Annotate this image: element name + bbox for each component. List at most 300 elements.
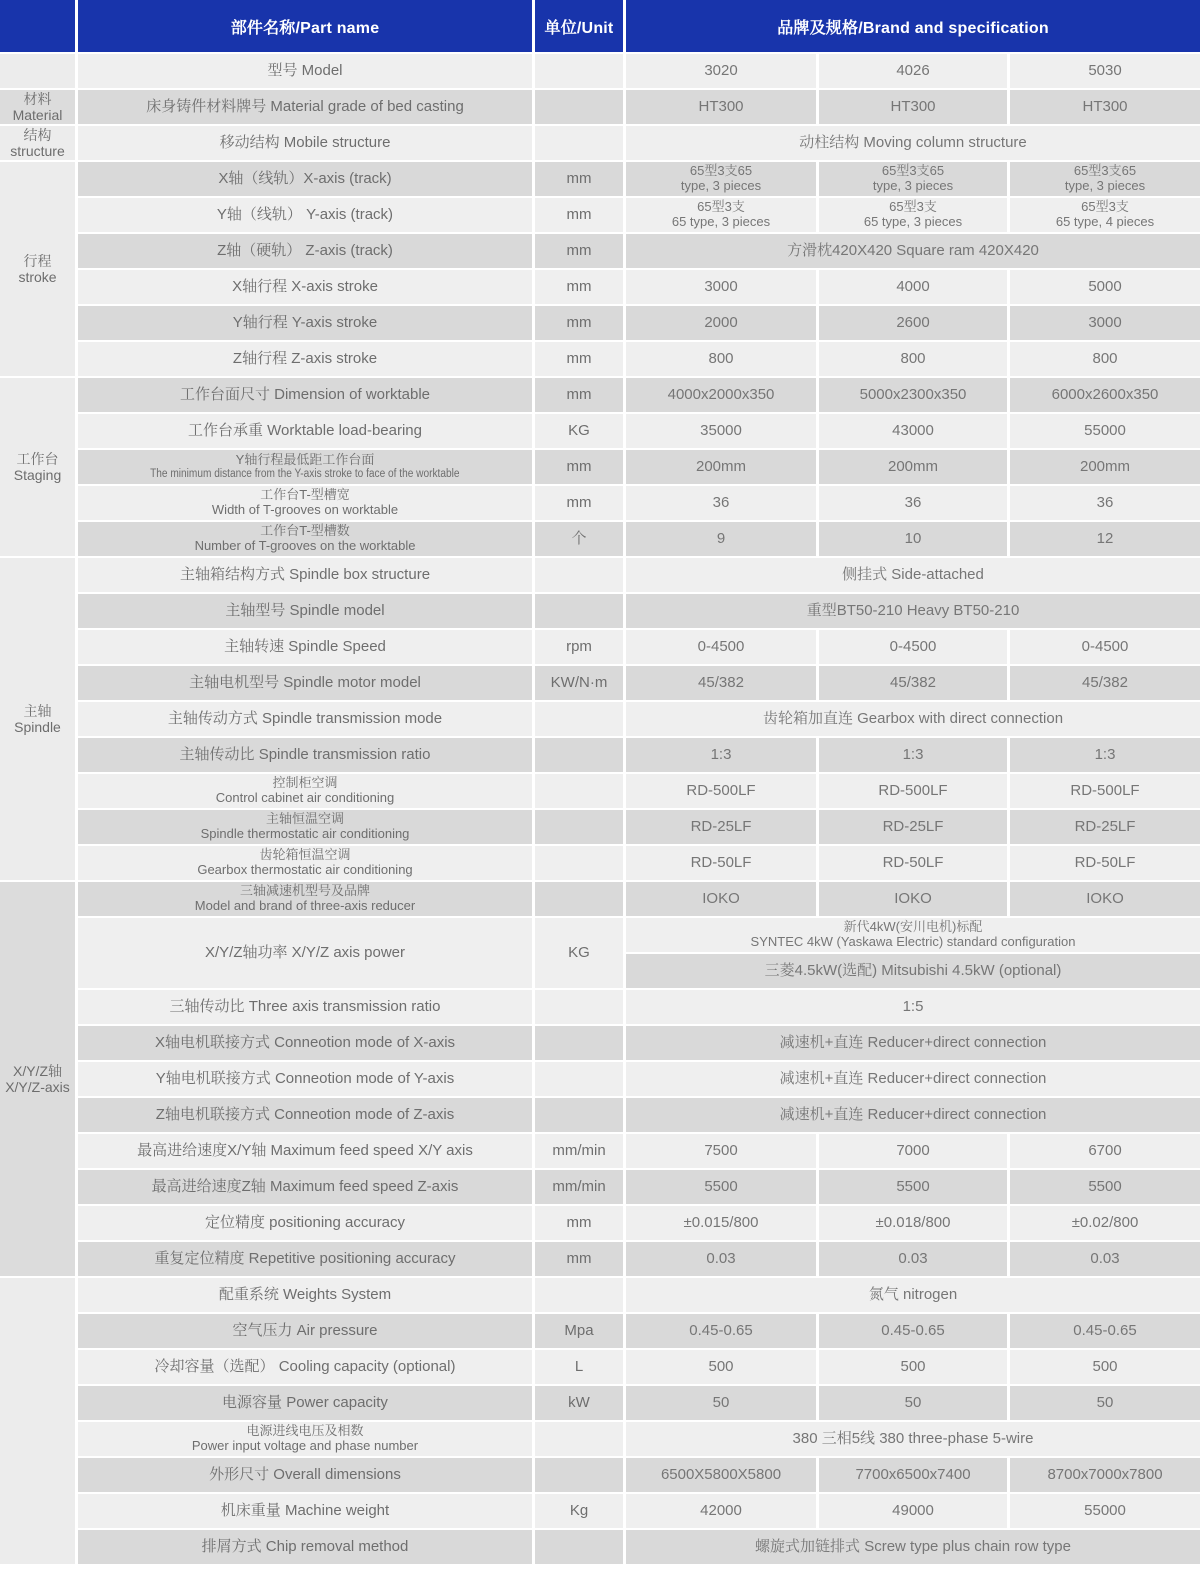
table-row-name — [78, 918, 532, 988]
unit-cell — [535, 918, 623, 988]
part-name-text: Z轴电机联接方式 Conneotion mode of Z-axis — [155, 1106, 455, 1124]
value-cell — [819, 1494, 1007, 1528]
value-cell — [819, 666, 1007, 700]
value-text: 36 — [712, 494, 730, 512]
unit-cell — [535, 126, 623, 160]
unit-cell — [535, 1026, 623, 1060]
value-text: RD-25LF — [1074, 818, 1136, 836]
value-cell — [626, 666, 816, 700]
value-cell — [626, 1206, 816, 1240]
part-name-text: 最高进给速度Z轴 Maximum feed speed Z-axis — [151, 1178, 459, 1196]
value-text: 螺旋式加链排式 Screw type plus chain row type — [755, 1538, 1071, 1556]
value-text: type, 3 pieces — [680, 178, 762, 193]
value-cell — [819, 54, 1007, 88]
value-text: 42000 — [700, 1502, 742, 1520]
unit-text: Kg — [569, 1502, 589, 1520]
table-row-name — [78, 450, 532, 484]
unit-cell — [535, 990, 623, 1024]
value-cell — [626, 1242, 816, 1276]
value-text: 9 — [716, 530, 726, 548]
value-text: 65型3支 — [1081, 199, 1129, 215]
value-cell — [819, 342, 1007, 376]
value-cell — [1010, 378, 1200, 412]
value-text: 4000 — [896, 278, 930, 296]
value-text: 3000 — [1088, 314, 1122, 332]
value-span-cell — [626, 918, 1200, 952]
part-name-text: 定位精度 positioning accuracy — [204, 1214, 406, 1232]
part-name-text: 电源容量 Power capacity — [222, 1394, 388, 1412]
value-cell — [626, 450, 816, 484]
table-row-name — [78, 594, 532, 628]
value-cell — [819, 306, 1007, 340]
part-name-text: 主轴型号 Spindle model — [225, 602, 385, 620]
header-cell-part-name — [78, 0, 532, 52]
value-text: 200mm — [887, 458, 939, 476]
table-row-name — [78, 198, 532, 232]
part-name-text: 移动结构 Mobile structure — [219, 134, 391, 152]
value-cell — [819, 414, 1007, 448]
part-name-text: 空气压力 Air pressure — [232, 1322, 378, 1340]
value-cell — [1010, 306, 1200, 340]
table-row-name — [78, 1026, 532, 1060]
value-text: 8700x7000x7800 — [1047, 1466, 1163, 1484]
value-cell — [1010, 1242, 1200, 1276]
unit-text: mm — [566, 458, 592, 476]
value-cell — [819, 378, 1007, 412]
table-row-name — [78, 522, 532, 556]
table-row-name — [78, 1386, 532, 1420]
value-span-cell — [626, 1026, 1200, 1060]
value-cell — [626, 810, 816, 844]
table-row-name — [78, 666, 532, 700]
part-name-text: 最高进给速度X/Y轴 Maximum feed speed X/Y axis — [137, 1142, 473, 1160]
value-text: 5500 — [896, 1178, 930, 1196]
table-row-name — [78, 1098, 532, 1132]
table-row-name — [78, 702, 532, 736]
value-cell — [1010, 342, 1200, 376]
value-text: 500 — [1092, 1358, 1118, 1376]
unit-text: KG — [568, 944, 590, 962]
value-cell — [626, 414, 816, 448]
table-row-name — [78, 162, 532, 196]
part-name-text: 工作台面尺寸 Dimension of worktable — [179, 386, 431, 404]
value-cell — [626, 882, 816, 916]
value-cell — [819, 810, 1007, 844]
value-cell — [1010, 54, 1200, 88]
value-cell — [1010, 270, 1200, 304]
table-row-name — [78, 774, 532, 808]
value-cell — [1010, 90, 1200, 124]
value-cell — [819, 522, 1007, 556]
value-text: 3020 — [704, 62, 738, 80]
table-row-name — [78, 1494, 532, 1528]
unit-cell — [535, 54, 623, 88]
value-cell — [626, 1134, 816, 1168]
unit-text: L — [574, 1358, 584, 1376]
value-text: 减速机+直连 Reducer+direct connection — [779, 1034, 1047, 1052]
value-text: 65型3支 — [889, 199, 937, 215]
value-text: RD-500LF — [686, 782, 756, 800]
header-cell-brand — [626, 0, 1200, 52]
table-row-name — [78, 1458, 532, 1492]
value-text: 200mm — [695, 458, 747, 476]
unit-cell — [535, 1170, 623, 1204]
unit-text: mm — [566, 1214, 592, 1232]
value-text: 500 — [708, 1358, 734, 1376]
value-span-cell — [626, 1098, 1200, 1132]
sidebar-group-label: structure — [10, 143, 65, 159]
sidebar-group-label: X/Y/Z-axis — [5, 1079, 70, 1095]
value-text: 380 三相5线 380 three-phase 5-wire — [792, 1430, 1034, 1448]
part-name-text: 电源进线电压及相数 — [246, 1423, 364, 1439]
table-row-name — [78, 270, 532, 304]
value-text: 35000 — [700, 422, 742, 440]
part-name-text: Y轴（线轨） Y-axis (track) — [216, 206, 394, 224]
value-text: HT300 — [698, 98, 744, 116]
value-text: 方滑枕420X420 Square ram 420X420 — [787, 242, 1039, 260]
value-text: 5000x2300x350 — [859, 386, 967, 404]
unit-text: 个 — [571, 530, 587, 548]
unit-cell — [535, 198, 623, 232]
value-text: 0.03 — [706, 1250, 736, 1268]
value-text: 55000 — [1084, 422, 1126, 440]
value-text: 4026 — [896, 62, 930, 80]
value-text: 12 — [1096, 530, 1114, 548]
value-cell — [1010, 162, 1200, 196]
value-cell — [1010, 774, 1200, 808]
value-cell — [626, 198, 816, 232]
value-text: 1:3 — [710, 746, 732, 764]
value-text: 0.03 — [1090, 1250, 1120, 1268]
table-row-name — [78, 1206, 532, 1240]
sidebar-group-label: Staging — [13, 467, 62, 483]
value-text: 65型3支65 — [881, 163, 945, 179]
part-name-text: Width of T-grooves on worktable — [211, 502, 399, 517]
value-span-cell — [626, 702, 1200, 736]
unit-text: mm — [566, 206, 592, 224]
value-cell — [626, 162, 816, 196]
value-text: 800 — [1092, 350, 1118, 368]
table-row-name — [78, 1530, 532, 1564]
table-row-name — [78, 846, 532, 880]
unit-cell — [535, 342, 623, 376]
value-text: 50 — [904, 1394, 922, 1412]
value-text: 65型3支65 — [1073, 163, 1137, 179]
value-cell — [819, 774, 1007, 808]
value-cell — [626, 1350, 816, 1384]
unit-cell — [535, 594, 623, 628]
part-name-text: 三轴减速机型号及品牌 — [239, 883, 370, 899]
value-cell — [626, 306, 816, 340]
value-cell — [626, 1458, 816, 1492]
unit-text: mm — [566, 314, 592, 332]
part-name-text: 外形尺寸 Overall dimensions — [209, 1466, 401, 1484]
value-text: 三菱4.5kW(选配) Mitsubishi 4.5kW (optional) — [764, 962, 1062, 980]
value-text: 65 type, 4 pieces — [1055, 214, 1155, 229]
unit-cell — [535, 90, 623, 124]
value-text: 减速机+直连 Reducer+direct connection — [779, 1106, 1047, 1124]
value-cell — [1010, 414, 1200, 448]
value-cell — [626, 54, 816, 88]
value-text: type, 3 pieces — [872, 178, 954, 193]
value-text: 动柱结构 Moving column structure — [799, 134, 1027, 152]
value-cell — [626, 522, 816, 556]
part-name-text: 主轴箱结构方式 Spindle box structure — [179, 566, 431, 584]
value-cell — [1010, 522, 1200, 556]
unit-cell — [535, 810, 623, 844]
value-span-cell — [626, 594, 1200, 628]
value-text: 0.45-0.65 — [689, 1322, 753, 1340]
value-text: 侧挂式 Side-attached — [842, 566, 984, 584]
unit-cell — [535, 162, 623, 196]
unit-cell — [535, 558, 623, 592]
table-row-name — [78, 1242, 532, 1276]
part-name-text: 主轴转速 Spindle Speed — [224, 638, 386, 656]
table-row-name — [78, 1422, 532, 1456]
unit-text: mm — [566, 350, 592, 368]
value-cell — [626, 774, 816, 808]
value-text: 6000x2600x350 — [1051, 386, 1159, 404]
header-cell-corner — [0, 0, 75, 52]
value-text: 6700 — [1088, 1142, 1122, 1160]
value-text: 氮气 nitrogen — [868, 1286, 958, 1304]
unit-cell — [535, 1530, 623, 1564]
value-cell — [1010, 486, 1200, 520]
value-text: 50 — [1096, 1394, 1114, 1412]
value-span-cell — [626, 234, 1200, 268]
unit-text: mm — [566, 242, 592, 260]
unit-cell — [535, 702, 623, 736]
table-row-name — [78, 1314, 532, 1348]
sidebar-group-label: 材料 — [23, 90, 52, 107]
table-row-name — [78, 414, 532, 448]
table-row-name — [78, 378, 532, 412]
value-cell — [1010, 1458, 1200, 1492]
table-row-name — [78, 630, 532, 664]
sidebar-group-label: stroke — [18, 269, 57, 285]
value-text: RD-25LF — [690, 818, 752, 836]
value-cell — [819, 1242, 1007, 1276]
value-text: 2600 — [896, 314, 930, 332]
value-text: RD-50LF — [1074, 854, 1136, 872]
unit-text: kW — [568, 1394, 590, 1412]
value-text: RD-25LF — [882, 818, 944, 836]
value-cell — [1010, 882, 1200, 916]
value-text: 0-4500 — [697, 638, 745, 656]
unit-cell — [535, 738, 623, 772]
unit-cell — [535, 1314, 623, 1348]
value-cell — [819, 738, 1007, 772]
part-name-text: Y轴电机联接方式 Conneotion mode of Y-axis — [155, 1070, 455, 1088]
unit-cell — [535, 378, 623, 412]
part-name-text: X轴电机联接方式 Conneotion mode of X-axis — [154, 1034, 456, 1052]
value-cell — [626, 486, 816, 520]
value-cell — [819, 1350, 1007, 1384]
value-cell — [819, 90, 1007, 124]
value-text: 200mm — [1079, 458, 1131, 476]
value-cell — [1010, 198, 1200, 232]
part-name-text: X/Y/Z轴功率 X/Y/Z axis power — [204, 944, 406, 962]
table-row-name — [78, 738, 532, 772]
value-text: RD-50LF — [882, 854, 944, 872]
value-text: 0-4500 — [889, 638, 937, 656]
part-name-text: 工作台T-型槽宽 — [260, 487, 350, 503]
value-text: HT300 — [890, 98, 936, 116]
table-row-name — [78, 306, 532, 340]
value-text: 4000x2000x350 — [667, 386, 775, 404]
table-row-name — [78, 126, 532, 160]
value-cell — [626, 846, 816, 880]
unit-text: mm — [566, 1250, 592, 1268]
value-cell — [1010, 810, 1200, 844]
value-span-cell — [626, 1530, 1200, 1564]
value-text: IOKO — [1086, 890, 1124, 908]
sidebar-group-cell — [0, 378, 75, 556]
value-text: 0-4500 — [1081, 638, 1129, 656]
value-cell — [819, 162, 1007, 196]
unit-cell — [535, 1422, 623, 1456]
value-text: ±0.015/800 — [683, 1214, 759, 1232]
value-cell — [626, 1386, 816, 1420]
unit-cell — [535, 882, 623, 916]
table-row-name — [78, 1170, 532, 1204]
value-text: 7700x6500x7400 — [855, 1466, 971, 1484]
value-text: ±0.018/800 — [875, 1214, 951, 1232]
unit-text: mm — [566, 386, 592, 404]
sidebar-group-cell — [0, 162, 75, 376]
unit-cell — [535, 522, 623, 556]
value-text: 45/382 — [890, 674, 936, 692]
value-text: IOKO — [702, 890, 740, 908]
unit-cell — [535, 1098, 623, 1132]
table-row-name — [78, 234, 532, 268]
part-name-text: Z轴行程 Z-axis stroke — [232, 350, 378, 368]
value-cell — [1010, 1314, 1200, 1348]
value-text: 45/382 — [1082, 674, 1128, 692]
value-span-cell — [626, 1422, 1200, 1456]
value-cell — [819, 270, 1007, 304]
value-cell — [819, 450, 1007, 484]
sidebar-group-label: 主轴 — [23, 702, 52, 719]
value-span-cell — [626, 1278, 1200, 1312]
value-text: SYNTEC 4kW (Yaskawa Electric) standard configuration — [750, 934, 1076, 949]
part-name-text: 重复定位精度 Repetitive positioning accuracy — [154, 1250, 456, 1268]
value-text: 齿轮箱加直连 Gearbox with direct connection — [762, 710, 1064, 728]
value-text: 1:3 — [902, 746, 924, 764]
value-text: 0.45-0.65 — [1073, 1322, 1137, 1340]
table-row-name — [78, 486, 532, 520]
value-cell — [626, 1314, 816, 1348]
part-name-text: 控制柜空调 — [272, 775, 338, 791]
table-row-name — [78, 990, 532, 1024]
value-text: 36 — [1096, 494, 1114, 512]
value-cell — [626, 342, 816, 376]
value-span-cell — [626, 990, 1200, 1024]
sidebar-group-label: X/Y/Z轴 — [12, 1062, 62, 1079]
value-text: ±0.02/800 — [1071, 1214, 1139, 1232]
unit-text: mm/min — [552, 1178, 606, 1196]
value-text: 5500 — [704, 1178, 738, 1196]
value-text: 5500 — [1088, 1178, 1122, 1196]
value-text: 7500 — [704, 1142, 738, 1160]
value-text: 43000 — [892, 422, 934, 440]
table-row-name — [78, 558, 532, 592]
value-text: HT300 — [1082, 98, 1128, 116]
part-name-text: Gearbox thermostatic air conditioning — [197, 862, 413, 877]
part-name-text: The minimum distance from the Y-axis stroke to face of the worktable — [150, 467, 460, 480]
value-cell — [1010, 1134, 1200, 1168]
unit-text: mm/min — [552, 1142, 606, 1160]
sidebar-group-label: 结构 — [23, 126, 52, 143]
header-part-name-label: 部件名称/Part name — [230, 19, 380, 37]
unit-text: KG — [568, 422, 590, 440]
value-cell — [1010, 666, 1200, 700]
table-row-name — [78, 342, 532, 376]
value-text: 800 — [900, 350, 926, 368]
unit-cell — [535, 1134, 623, 1168]
value-text: 10 — [904, 530, 922, 548]
value-text: IOKO — [894, 890, 932, 908]
value-cell — [1010, 738, 1200, 772]
value-cell — [626, 90, 816, 124]
value-text: RD-500LF — [1070, 782, 1140, 800]
value-cell — [819, 1134, 1007, 1168]
value-span-cell — [626, 126, 1200, 160]
table-row-name — [78, 54, 532, 88]
value-cell — [1010, 1350, 1200, 1384]
value-text: 7000 — [896, 1142, 930, 1160]
part-name-text: 主轴传动比 Spindle transmission ratio — [179, 746, 431, 764]
value-text: 6500X5800X5800 — [660, 1466, 782, 1484]
sidebar-group-label: Material — [12, 107, 63, 123]
value-cell — [819, 1206, 1007, 1240]
value-text: 800 — [708, 350, 734, 368]
value-text: 5030 — [1088, 62, 1122, 80]
value-text: 65型3支 — [697, 199, 745, 215]
part-name-text: Control cabinet air conditioning — [215, 790, 395, 805]
value-cell — [819, 882, 1007, 916]
value-text: 45/382 — [698, 674, 744, 692]
table-row-name — [78, 1278, 532, 1312]
value-cell — [819, 846, 1007, 880]
unit-cell — [535, 450, 623, 484]
sidebar-group-label: 工作台 — [16, 450, 59, 467]
part-name-text: 型号 Model — [267, 62, 343, 80]
unit-cell — [535, 1278, 623, 1312]
part-name-text: X轴行程 X-axis stroke — [232, 278, 378, 296]
value-text: 65 type, 3 pieces — [671, 214, 771, 229]
unit-text: KW/N·m — [550, 674, 608, 692]
value-text: RD-500LF — [878, 782, 948, 800]
value-text: 55000 — [1084, 1502, 1126, 1520]
unit-cell — [535, 774, 623, 808]
unit-cell — [535, 1206, 623, 1240]
value-text: 2000 — [704, 314, 738, 332]
header-cell-unit — [535, 0, 623, 52]
sidebar-group-cell — [0, 54, 75, 88]
unit-text: mm — [566, 494, 592, 512]
sidebar-group-cell — [0, 558, 75, 880]
part-name-text: 冷却容量（选配） Cooling capacity (optional) — [154, 1358, 456, 1376]
value-cell — [1010, 450, 1200, 484]
unit-cell — [535, 234, 623, 268]
value-cell — [1010, 1170, 1200, 1204]
part-name-text: Spindle thermostatic air conditioning — [200, 826, 410, 841]
sidebar-group-cell — [0, 882, 75, 1276]
value-cell — [1010, 630, 1200, 664]
value-text: 36 — [904, 494, 922, 512]
part-name-text: 齿轮箱恒温空调 — [259, 847, 351, 863]
